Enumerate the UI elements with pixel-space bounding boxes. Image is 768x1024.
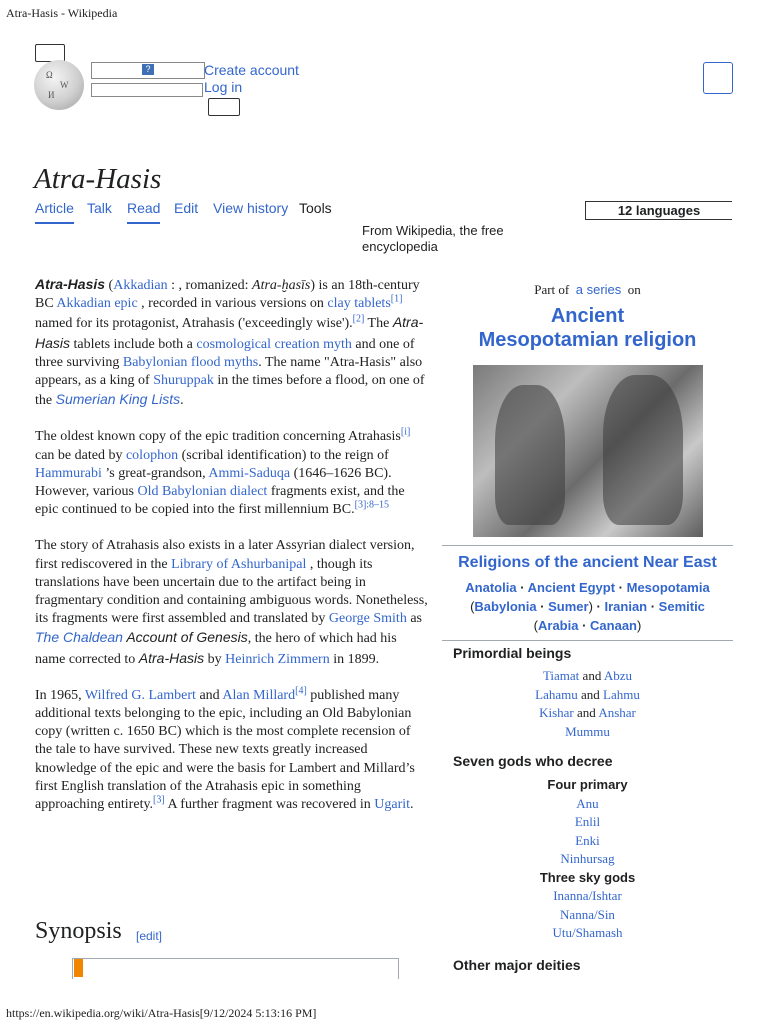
paragraph-1965 <box>35 687 428 814</box>
section-primordial-beings: Primordial beings <box>453 645 572 661</box>
logo-glyph: W <box>60 80 69 90</box>
link-alan-millard[interactable]: Alan Millard <box>222 687 296 703</box>
separator: · <box>592 599 605 614</box>
link-mummu[interactable]: Mummu <box>565 723 610 739</box>
link-hammurabi[interactable]: Hammurabi <box>35 465 102 481</box>
appearance-toggle-button[interactable] <box>703 62 733 94</box>
text: A further fragment was recovered in <box>164 797 375 813</box>
link-religions-near-east[interactable]: Religions of the ancient Near East <box>458 554 717 571</box>
subheading-three-sky-gods: Three sky gods <box>539 869 636 885</box>
search-button[interactable]: ? <box>142 64 154 75</box>
text: and one of three surviving <box>35 336 415 370</box>
separator: · <box>647 599 659 614</box>
relief-figure <box>603 375 683 525</box>
link-tiamat[interactable]: Tiamat <box>542 668 580 683</box>
article-body <box>35 275 428 832</box>
text: and <box>195 687 223 703</box>
four-primary-list <box>442 795 733 869</box>
text: fragments exist, and the epic continued to be copied into the first millennium BC. <box>35 484 405 518</box>
search-field-secondary[interactable] <box>91 83 203 97</box>
section-heading-synopsis: Synopsis <box>35 918 122 944</box>
footer-url: https://en.wikipedia.org/wiki/Atra-Hasis[9/12/2024 5:13:16 PM] <box>6 1006 317 1020</box>
link-sumer[interactable]: Sumer <box>548 599 589 614</box>
link-kishar[interactable]: Kishar <box>539 705 574 720</box>
wikipedia-logo-icon[interactable] <box>34 60 84 110</box>
text: The oldest known copy of the epic tradition concerning Atrahasis <box>35 429 401 445</box>
text: : , romanized: <box>167 278 253 293</box>
text: and <box>580 686 600 702</box>
text: (scribal identification) to the reign of <box>178 447 389 463</box>
link-ancient-egypt[interactable]: Ancient Egypt <box>527 580 616 595</box>
text: on <box>627 282 641 297</box>
link-old-babylonian-dialect[interactable]: Old Babylonian dialect <box>137 484 268 500</box>
link-cosmological-creation-myth[interactable]: cosmological creation myth <box>196 336 352 352</box>
link-enlil[interactable]: Enlil <box>574 814 601 829</box>
link-nanna[interactable]: Nanna/Sin <box>560 906 615 922</box>
note-i[interactable]: [i] <box>400 426 411 438</box>
link-utu[interactable]: Utu/Shamash <box>552 925 623 940</box>
link-chaldean-account[interactable]: The Chaldean <box>35 629 123 646</box>
link-abzu[interactable]: Abzu <box>603 668 633 683</box>
ref-4[interactable]: [4] <box>295 685 307 697</box>
link-anu[interactable]: Anu <box>576 795 599 811</box>
tagline: From Wikipedia, the free encyclopedia <box>362 223 504 254</box>
text: named for its protagonist, Atrahasis ('exceedingly wise'). <box>35 316 353 332</box>
link-enki[interactable]: Enki <box>575 832 600 848</box>
tab-talk[interactable]: Talk <box>87 200 112 216</box>
link-anshar[interactable]: Anshar <box>598 705 636 720</box>
text: and <box>582 668 602 683</box>
series-title-link[interactable] <box>442 304 733 352</box>
series-title-line: Mesopotamian religion <box>478 329 697 351</box>
text: . <box>180 393 184 409</box>
link-colophon[interactable]: colophon <box>125 447 179 463</box>
browser-tab-title: Atra-Hasis - Wikipedia <box>6 6 118 20</box>
separator: · <box>578 618 591 633</box>
text: , the hero of which had his name corrected to <box>35 631 397 667</box>
text: The <box>364 316 393 332</box>
divider <box>442 545 733 546</box>
text: . The name "Atra-Hasis" also appears, as a king of <box>35 354 423 389</box>
text: Part of <box>534 282 570 297</box>
section-other-major-deities: Other major deities <box>453 956 581 973</box>
subheading-four-primary: Four primary <box>547 777 628 792</box>
series-title-line: Ancient <box>550 305 625 327</box>
separator: · <box>516 580 528 595</box>
link-semitic[interactable]: Semitic <box>658 599 705 614</box>
link-ammi-saduqa[interactable]: Ammi-Saduqa <box>208 465 291 481</box>
paragraph-assyrian-version <box>35 537 428 668</box>
text: (1646–1626 BC). However, various <box>35 465 392 500</box>
primordial-list <box>442 667 733 741</box>
link-a-series[interactable]: a series <box>575 282 622 297</box>
sky-gods-list <box>442 887 733 943</box>
separator: · <box>615 580 627 595</box>
infobox-sidebar <box>442 280 733 973</box>
languages-button[interactable]: 12 languages <box>585 201 732 220</box>
article-subject: Atra-Hasis <box>35 276 106 292</box>
link-anatolia[interactable]: Anatolia <box>465 580 517 595</box>
relief-image[interactable] <box>473 365 703 537</box>
tab-article[interactable]: Article <box>35 200 74 224</box>
link-shuruppak[interactable]: Shuruppak <box>153 373 214 389</box>
text: ’s great-grandson, <box>101 465 209 481</box>
link-sumerian-king-lists[interactable]: Sumerian King Lists <box>55 391 181 408</box>
text: can be dated by <box>35 447 126 463</box>
text: in 1899. <box>329 651 380 667</box>
text: Account of Genesis <box>122 629 248 646</box>
link-inanna[interactable]: Inanna/Ishtar <box>553 888 622 903</box>
tab-view-history[interactable]: View history <box>213 200 289 216</box>
divider <box>442 640 733 641</box>
paragraph-oldest-copy <box>35 428 428 519</box>
link-clay-tablets[interactable]: clay tablets <box>327 296 391 312</box>
link-epic[interactable]: epic <box>114 296 138 312</box>
link-wilfred-lambert[interactable]: Wilfred G. Lambert <box>84 687 196 703</box>
link-arabia[interactable]: Arabia <box>538 618 579 633</box>
create-account-link[interactable]: Create account <box>204 62 299 78</box>
text: , recorded in various versions on <box>137 296 328 312</box>
paragraph-intro: Atra-Hasis (Akkadian : , romanized: Atra-ḫasīs) is an 18th-century BC Akkadian epic , recorded in various versions on clay tablets[1] named for its protagonist, Atrahasis ('exceedingly wise').[2] The Atra-Hasis tablets include both a cosmological creation myth and one of three surviving Babylonian flood myths. The name "Atra-Hasis" also appears, as a king of Shuruppak in the times before a flood, on one of the Sumerian King Lists. <box>35 276 425 409</box>
separator: · <box>536 599 549 614</box>
link-ugarit[interactable]: Ugarit <box>374 797 411 813</box>
text: , though its translations have been uncertain due to the artifact being in fragmentary condition and containing ambiguous words. Nonetheless, its fragments were first assembled and translated by <box>35 556 428 627</box>
synopsis-marker <box>74 959 83 977</box>
link-ninhursag[interactable]: Ninhursag <box>560 851 615 866</box>
text: In 1965, <box>35 687 85 703</box>
text: tablets include both a <box>70 336 197 352</box>
link-heinrich-zimmern[interactable]: Heinrich Zimmern <box>225 651 330 667</box>
text: Atra-ḫasīs <box>252 278 311 293</box>
link-lahamu[interactable]: Lahamu <box>535 686 578 702</box>
link-lahmu[interactable]: Lahmu <box>603 686 640 702</box>
text: Atra-Hasis <box>138 649 205 666</box>
series-intro <box>442 282 733 298</box>
link-babylonian-flood-myths[interactable]: Babylonian flood myths <box>122 354 259 370</box>
text: The story of Atrahasis also exists in a later Assyrian dialect version, first rediscovered in the <box>35 538 415 572</box>
ref-3[interactable]: [3]:8–15 <box>354 499 390 511</box>
logo-glyph: И <box>48 90 55 100</box>
text: published many additional texts belonging to the epic, including an Old Babylonian copy (written c. 1650 BC) which is the most complete recension of the tale to have survived. These new texts greatly increased knowledge of the epic and were the basis for Lambert and Millard’s first English translation of the Atrahasis epic in something approaching entirety. <box>35 687 415 813</box>
personal-tools-button[interactable] <box>208 98 240 116</box>
text: ) is an 18th-century BC <box>35 278 420 312</box>
regions-list: Anatolia · Ancient Egypt · Mesopotamia (Babylonia · Sumer) · Iranian · Semitic (Arabia · Canaan) <box>465 580 710 633</box>
page-title: Atra-Hasis <box>34 163 162 195</box>
section-seven-gods: Seven gods who decree <box>453 753 613 769</box>
link-iranian[interactable]: Iranian <box>604 599 648 614</box>
text: . <box>410 797 414 813</box>
ref-1[interactable]: [1] <box>390 293 403 305</box>
link-babylonia[interactable]: Babylonia <box>474 599 537 614</box>
logo-glyph: Ω <box>46 70 53 80</box>
text: as <box>406 611 422 627</box>
link-akkadian-2[interactable]: Akkadian <box>56 296 111 312</box>
ref-2[interactable]: [2] <box>352 313 365 325</box>
synopsis-content-box <box>72 958 399 979</box>
login-link[interactable]: Log in <box>204 79 243 95</box>
ref-3b[interactable]: [3] <box>153 794 165 806</box>
text: Atra-Hasis <box>35 314 424 351</box>
relief-figure <box>495 385 565 525</box>
link-george-smith[interactable]: George Smith <box>328 611 407 627</box>
link-library-of-ashurbanipal[interactable]: Library of Ashurbanipal <box>171 556 307 572</box>
text: and <box>577 705 596 720</box>
tab-tools[interactable]: Tools <box>299 200 332 216</box>
link-mesopotamia[interactable]: Mesopotamia <box>626 580 710 595</box>
tab-edit[interactable]: Edit <box>174 200 199 216</box>
tab-read[interactable]: Read <box>127 200 160 224</box>
text: in the times before a flood, on one of the <box>35 373 425 409</box>
text: by <box>204 651 226 667</box>
link-akkadian[interactable]: Akkadian <box>113 278 168 293</box>
edit-section-link[interactable]: [edit] <box>136 929 163 943</box>
link-canaan[interactable]: Canaan <box>590 618 637 633</box>
